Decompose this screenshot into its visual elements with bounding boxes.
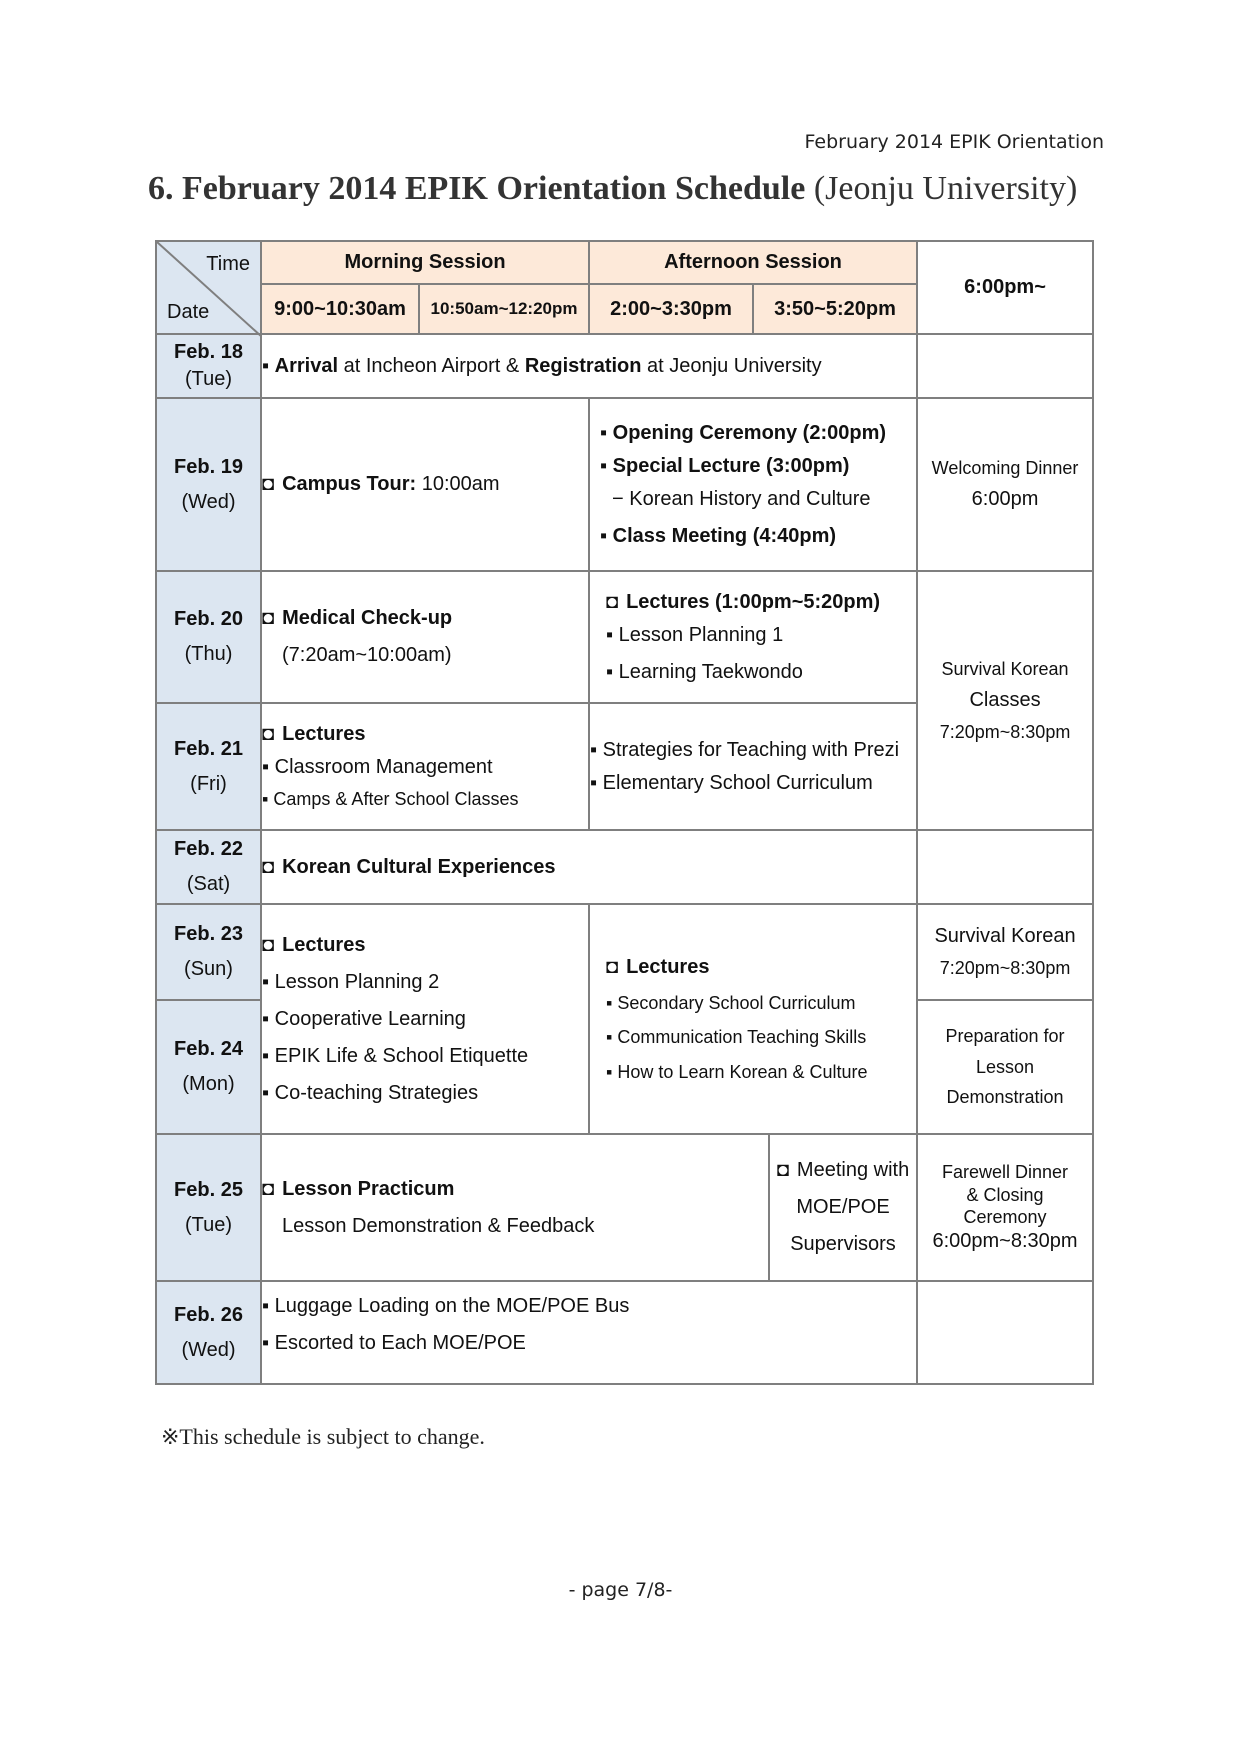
- feb19-evening: Welcoming Dinner 6:00pm: [917, 398, 1093, 571]
- feb21-afternoon: ▪ Strategies for Teaching with Prezi ▪ Elementary School Curriculum: [589, 703, 917, 830]
- bullet-icon: ▪: [262, 1044, 270, 1067]
- table-row: [156, 1134, 1093, 1281]
- date: Feb. 20: [174, 608, 243, 630]
- date: Feb. 24: [174, 1038, 243, 1060]
- feb23-24-afternoon: ◘ Lectures ▪ Secondary School Curriculum ▪ Communication Teaching Skills ▪ How to Learn Korean & Culture: [589, 904, 917, 1134]
- bullet-icon: ▪: [600, 421, 608, 444]
- feb26-activities: ▪ Luggage Loading on the MOE/POE Bus ▪ Escorted to Each MOE/POE: [261, 1281, 917, 1384]
- corner-date-label: Date: [167, 301, 210, 323]
- checkbox-bullet-icon: ◘: [262, 855, 275, 878]
- table-row: [156, 830, 1093, 904]
- table-row: [156, 571, 1093, 703]
- table-row: [156, 334, 1093, 398]
- slot-3: 2:00~3:30pm: [589, 284, 753, 334]
- feb25-evening: Farewell Dinner & Closing Ceremony 6:00pm~8:30pm: [917, 1134, 1093, 1281]
- date: Feb. 21: [174, 737, 243, 760]
- date: Feb. 22: [174, 838, 243, 860]
- table-row: [156, 904, 1093, 1000]
- checkbox-bullet-icon: ◘: [262, 723, 275, 746]
- feb19-morning: ◘ Campus Tour: 10:00am: [261, 398, 589, 571]
- feb20-afternoon: ◘ Lectures (1:00pm~5:20pm) ▪ Lesson Planning 1 ▪ Learning Taekwondo: [589, 571, 917, 703]
- weekday: (Fri): [190, 772, 227, 795]
- schedule-note: ※This schedule is subject to change.: [161, 1424, 485, 1449]
- bullet-icon: ▪: [606, 623, 614, 646]
- bullet-icon: ▪: [606, 1027, 613, 1048]
- checkbox-bullet-icon: ◘: [262, 933, 275, 956]
- weekday: (Wed): [181, 490, 236, 513]
- feb26-evening: [917, 1281, 1093, 1384]
- date-cell: [156, 1134, 261, 1281]
- date-cell: [156, 334, 261, 398]
- feb19-afternoon: ▪ Opening Ceremony (2:00pm) ▪ Special Lecture (3:00pm) − Korean History and Culture ▪ Class Meeting (4:40pm): [589, 398, 917, 571]
- feb24-evening: Preparation for Lesson Demonstration: [917, 1000, 1093, 1134]
- bullet-icon: ▪: [600, 454, 608, 477]
- time-date-corner: [156, 241, 261, 334]
- bullet-icon: ▪: [590, 738, 598, 761]
- dash-icon: −: [612, 487, 624, 510]
- feb21-morning: ◘ Lectures ▪ Classroom Management ▪ Camps & After School Classes: [261, 703, 589, 830]
- bullet-icon: ▪: [600, 524, 608, 547]
- feb23-24-morning: ◘ Lectures ▪ Lesson Planning 2 ▪ Cooperative Learning ▪ EPIK Life & School Etiquette ▪ Co-teaching Strategies: [261, 904, 589, 1134]
- afternoon-session-header: Afternoon Session: [589, 241, 917, 284]
- slot-1: 9:00~10:30am: [261, 284, 419, 334]
- checkbox-bullet-icon: ◘: [606, 955, 619, 978]
- feb23-evening: Survival Korean 7:20pm~8:30pm: [917, 904, 1093, 1000]
- date-cell: [156, 1281, 261, 1384]
- date-cell: [156, 830, 261, 904]
- checkbox-bullet-icon: ◘: [262, 473, 275, 495]
- table-row: [156, 398, 1093, 571]
- feb25-practicum: ◘ Lesson Practicum Lesson Demonstration & Feedback: [261, 1134, 769, 1281]
- bullet-icon: ▪: [262, 970, 270, 993]
- bullet-icon: ▪: [590, 771, 598, 794]
- date: Feb. 19: [174, 455, 243, 478]
- weekday: (Tue): [184, 368, 233, 390]
- weekday: (Mon): [182, 1073, 235, 1095]
- title-main: 6. February 2014 EPIK Orientation Schedule: [148, 170, 806, 207]
- date: Feb. 26: [174, 1303, 243, 1326]
- weekday: (Sun): [184, 958, 233, 980]
- slot-2: 10:50am~12:20pm: [419, 284, 589, 334]
- bullet-icon: ▪: [606, 660, 614, 683]
- checkbox-bullet-icon: ◘: [776, 1159, 789, 1181]
- page-number: - page 7/8-: [568, 1579, 673, 1601]
- page-title: [148, 170, 1077, 208]
- bullet-icon: ▪: [262, 1332, 270, 1354]
- slot-4: 3:50~5:20pm: [753, 284, 917, 334]
- bullet-icon: ▪: [262, 789, 269, 810]
- schedule-table: [155, 240, 1094, 1385]
- date-cell: [156, 398, 261, 571]
- feb20-21-evening: Survival Korean Classes 7:20pm~8:30pm: [917, 571, 1093, 830]
- feb18-activities: ▪ Arrival at Incheon Airport & Registration at Jeonju University: [261, 334, 917, 398]
- date-cell: [156, 904, 261, 1000]
- weekday: (Sat): [186, 873, 231, 895]
- feb22-activities: ◘ Korean Cultural Experiences: [261, 830, 917, 904]
- date: Feb. 23: [174, 923, 243, 945]
- bullet-icon: ▪: [262, 1295, 270, 1317]
- date-cell: [156, 1000, 261, 1134]
- weekday: (Thu): [184, 643, 233, 665]
- date-cell: [156, 571, 261, 703]
- date: Feb. 18: [174, 341, 243, 363]
- checkbox-bullet-icon: ◘: [262, 607, 275, 629]
- date: Feb. 25: [174, 1178, 243, 1201]
- weekday: (Wed): [181, 1338, 236, 1361]
- feb20-morning: ◘ Medical Check-up (7:20am~10:00am): [261, 571, 589, 703]
- feb25-meeting: ◘ Meeting with MOE/POE Supervisors: [769, 1134, 917, 1281]
- evening-header: 6:00pm~: [917, 241, 1093, 334]
- checkbox-bullet-icon: ◘: [606, 590, 619, 613]
- bullet-icon: ▪: [606, 992, 613, 1013]
- bullet-icon: ▪: [262, 354, 270, 377]
- bullet-icon: ▪: [262, 756, 270, 779]
- corner-time-label: Time: [206, 253, 250, 275]
- weekday: (Tue): [184, 1213, 233, 1236]
- bullet-icon: ▪: [262, 1007, 270, 1030]
- running-header: February 2014 EPIK Orientation: [804, 131, 1104, 153]
- header-row: [156, 241, 1093, 284]
- date-cell: [156, 703, 261, 830]
- feb22-evening: [917, 830, 1093, 904]
- morning-session-header: Morning Session: [261, 241, 589, 284]
- bullet-icon: ▪: [262, 1081, 270, 1104]
- title-subtitle: (Jeonju University): [813, 170, 1078, 207]
- bullet-icon: ▪: [606, 1061, 613, 1082]
- table-row: [156, 1281, 1093, 1384]
- checkbox-bullet-icon: ◘: [262, 1177, 275, 1200]
- feb18-evening: [917, 334, 1093, 398]
